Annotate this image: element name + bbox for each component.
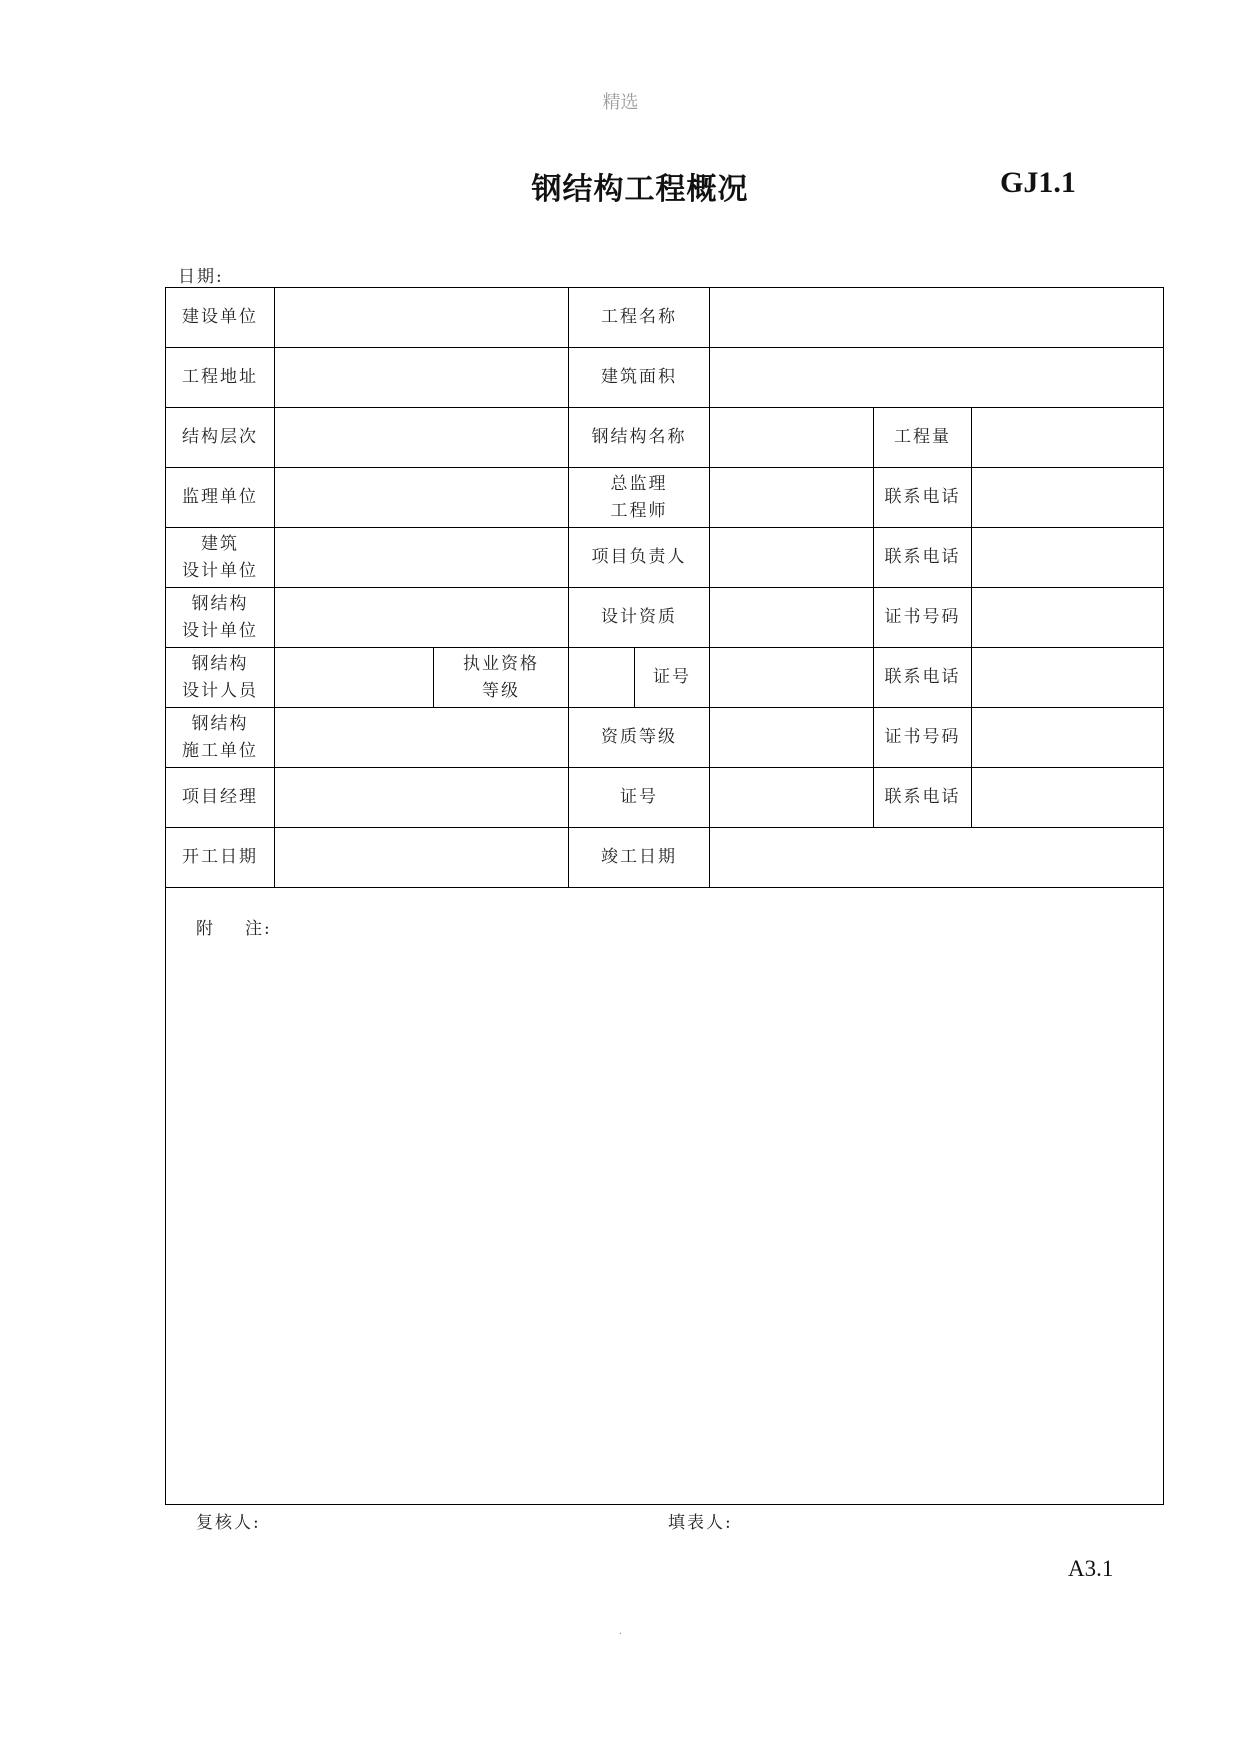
input-steel-construction-unit[interactable] [275,708,569,768]
row-steel-construction-unit [166,708,1164,768]
label-project-manager: 项目经理 [166,768,275,828]
page-footer-dot: . [618,1626,623,1637]
notes-area[interactable] [166,888,1164,1505]
label-certificate-number: 证书号码 [874,588,972,648]
input-architectural-design-unit[interactable] [275,528,569,588]
label-license-number: 证号 [569,768,710,828]
label-practicing-qualification-grade: 执业资格 等级 [434,648,569,708]
input-project-leader[interactable] [710,528,874,588]
label-project-address: 工程地址 [166,348,275,408]
project-overview-form [165,287,1164,1505]
label-chief-supervising-engineer: 总监理 工程师 [569,468,710,528]
input-license-number[interactable] [710,768,874,828]
row-construction-unit [166,288,1164,348]
input-certificate-number[interactable] [972,708,1164,768]
page-code: A3.1 [1068,1556,1114,1581]
input-start-date[interactable] [275,828,569,888]
row-steel-design-unit [166,588,1164,648]
document-title: 钢结构工程概况 [531,172,749,207]
date-label: 日期: [178,267,224,287]
row-structure-levels [166,408,1164,468]
label-supervision-unit: 监理单位 [166,468,275,528]
input-license-number[interactable] [710,648,874,708]
input-project-name[interactable] [710,288,1164,348]
input-certificate-number[interactable] [972,588,1164,648]
label-steel-construction-unit: 钢结构 施工单位 [166,708,275,768]
label-project-name: 工程名称 [569,288,710,348]
input-contact-phone[interactable] [972,528,1164,588]
input-supervision-unit[interactable] [275,468,569,528]
input-building-area[interactable] [710,348,1164,408]
input-contact-phone[interactable] [972,648,1164,708]
row-dates [166,828,1164,888]
row-project-address [166,348,1164,408]
input-construction-unit[interactable] [275,288,569,348]
row-project-manager [166,768,1164,828]
document-code: GJ1.1 [1000,166,1076,199]
row-notes [166,888,1164,1505]
label-completion-date: 竣工日期 [569,828,710,888]
input-completion-date[interactable] [710,828,1164,888]
label-contact-phone: 联系电话 [874,528,972,588]
label-qualification-grade: 资质等级 [569,708,710,768]
label-architectural-design-unit: 建筑 设计单位 [166,528,275,588]
notes-label: 附 注: [196,919,272,939]
label-design-qualification: 设计资质 [569,588,710,648]
label-construction-unit: 建设单位 [166,288,275,348]
filler-label: 填表人: [668,1513,733,1533]
label-contact-phone: 联系电话 [874,468,972,528]
label-start-date: 开工日期 [166,828,275,888]
label-steel-designer: 钢结构 设计人员 [166,648,275,708]
input-chief-supervising-engineer[interactable] [710,468,874,528]
input-qualification-grade[interactable] [710,708,874,768]
row-architectural-design-unit [166,528,1164,588]
input-project-manager[interactable] [275,768,569,828]
label-contact-phone: 联系电话 [874,768,972,828]
label-certificate-number: 证书号码 [874,708,972,768]
input-practicing-qualification-grade[interactable] [569,648,635,708]
input-steel-structure-name[interactable] [710,408,874,468]
input-contact-phone[interactable] [972,468,1164,528]
input-work-quantity[interactable] [972,408,1164,468]
input-design-qualification[interactable] [710,588,874,648]
input-steel-design-unit[interactable] [275,588,569,648]
input-structure-levels[interactable] [275,408,569,468]
label-structure-levels: 结构层次 [166,408,275,468]
label-contact-phone: 联系电话 [874,648,972,708]
row-supervision-unit [166,468,1164,528]
label-license-number: 证号 [635,648,710,708]
label-steel-design-unit: 钢结构 设计单位 [166,588,275,648]
row-steel-designer [166,648,1164,708]
input-project-address[interactable] [275,348,569,408]
reviewer-label: 复核人: [196,1513,261,1533]
input-steel-designer[interactable] [275,648,434,708]
input-contact-phone[interactable] [972,768,1164,828]
label-building-area: 建筑面积 [569,348,710,408]
label-work-quantity: 工程量 [874,408,972,468]
label-project-leader: 项目负责人 [569,528,710,588]
label-steel-structure-name: 钢结构名称 [569,408,710,468]
header-watermark: 精选 [602,92,639,113]
